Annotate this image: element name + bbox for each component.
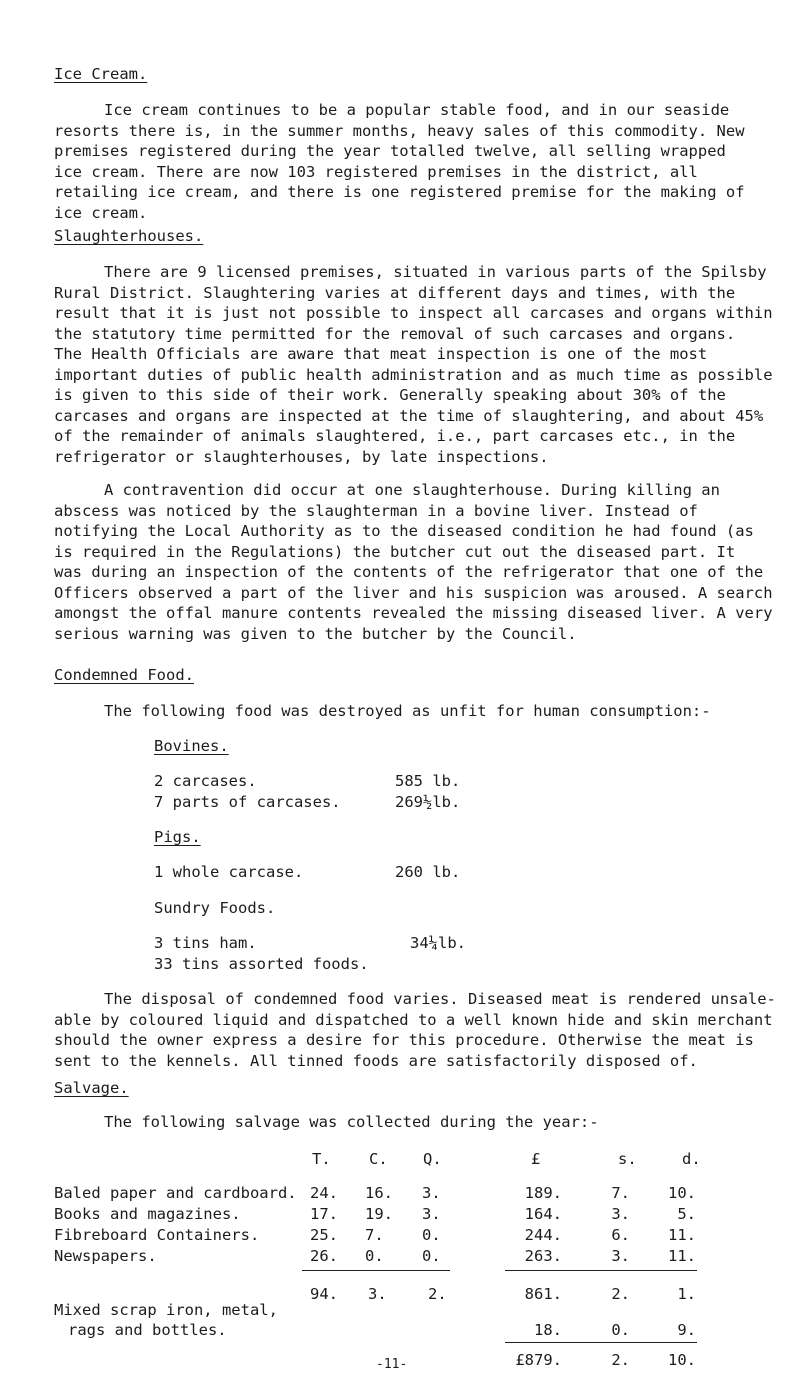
total-pence: 10. bbox=[668, 1351, 696, 1369]
subtotal-rule-money bbox=[505, 1270, 697, 1271]
cell-tons: 17. bbox=[310, 1205, 338, 1223]
text-line: ice cream. bbox=[54, 203, 148, 222]
text-line: was during an inspection of the contents of the refrigerator that one of the bbox=[54, 563, 764, 581]
cell-tons: 25. bbox=[310, 1226, 338, 1244]
text-line: abscess was noticed by the slaughterman in a bovine liver. Instead of bbox=[54, 501, 698, 520]
salvage-heading: Salvage. bbox=[54, 1079, 129, 1097]
table-row bbox=[0, 1183, 801, 1204]
text-line: carcases and organs are inspected at the time of slaughtering, and about 45% bbox=[54, 406, 764, 425]
row-label: Baled paper and cardboard. bbox=[54, 1184, 297, 1202]
row-label: rags and bottles. bbox=[68, 1321, 227, 1339]
row-label: Mixed scrap iron, metal, bbox=[54, 1301, 278, 1319]
subtotal-pence: 1. bbox=[677, 1285, 696, 1303]
pigs-heading: Pigs. bbox=[154, 828, 201, 846]
text-line: the statutory time permitted for the removal of such carcases and organs. bbox=[54, 324, 736, 343]
item-amount: 34¼lb. bbox=[410, 934, 466, 952]
cell-qtr: 3. bbox=[422, 1184, 441, 1202]
table-row bbox=[0, 1204, 801, 1225]
page-number: -11- bbox=[372, 1356, 411, 1374]
cell-shillings: 7. bbox=[611, 1184, 630, 1202]
column-header: Q. bbox=[423, 1150, 442, 1168]
cell-pence: 11. bbox=[668, 1247, 696, 1265]
condemned-food-intro: The following food was destroyed as unfit for human consumption:- bbox=[104, 702, 711, 720]
column-header: s. bbox=[618, 1150, 637, 1168]
text-line: of the remainder of animals slaughtered, i.e., part carcases etc., in the bbox=[54, 427, 736, 445]
subtotal-pounds: 861. bbox=[524, 1285, 562, 1303]
ice-cream-heading: Ice Cream. bbox=[54, 65, 148, 83]
row-label: Newspapers. bbox=[54, 1247, 157, 1265]
text-line: ice cream. There are now 103 registered premises in the district, all bbox=[54, 162, 698, 181]
cell-qtr: 0. bbox=[422, 1247, 441, 1265]
cell-tons: 24. bbox=[310, 1184, 338, 1202]
total-shillings: 2. bbox=[611, 1351, 630, 1369]
sundry-foods-heading: Sundry Foods. bbox=[154, 899, 276, 917]
text-line: Ice cream continues to be a popular stable food, and in our seaside bbox=[104, 101, 730, 119]
cell-cwt: 16. bbox=[365, 1184, 393, 1202]
text-line: important duties of public health administration and as much time as possible bbox=[54, 365, 773, 384]
cell-pounds: 18. bbox=[534, 1321, 562, 1339]
cell-cwt: 19. bbox=[365, 1205, 393, 1223]
total-pounds: £879. bbox=[515, 1351, 562, 1369]
table-header-row bbox=[0, 1149, 801, 1170]
total-rule-top bbox=[505, 1342, 697, 1343]
text-line: able by coloured liquid and dispatched to a well known hide and skin merchant bbox=[54, 1010, 773, 1029]
item-label: 7 parts of carcases. bbox=[154, 793, 341, 811]
item-label: 3 tins ham. bbox=[154, 934, 257, 952]
column-header: C. bbox=[369, 1150, 388, 1168]
row-label: Books and magazines. bbox=[54, 1205, 241, 1223]
cell-pounds: 244. bbox=[524, 1226, 562, 1244]
ice-cream-paragraph bbox=[54, 100, 774, 223]
cell-pounds: 263. bbox=[524, 1247, 562, 1265]
disposal-paragraph bbox=[54, 989, 774, 1071]
subtotal-tons: 94. bbox=[310, 1285, 338, 1303]
text-line: premises registered during the year totalled twelve, all selling wrapped bbox=[54, 142, 726, 160]
table-row bbox=[0, 1225, 801, 1246]
slaughterhouses-paragraph-1 bbox=[54, 262, 774, 467]
item-label: 2 carcases. bbox=[154, 772, 257, 790]
subtotal-cwt: 3. bbox=[368, 1285, 387, 1303]
table-row bbox=[0, 1246, 801, 1267]
column-header: T. bbox=[312, 1150, 331, 1168]
cell-qtr: 0. bbox=[422, 1226, 441, 1244]
text-line: notifying the Local Authority as to the diseased condition he had found (as bbox=[54, 522, 754, 540]
cell-pence: 10. bbox=[668, 1184, 696, 1202]
item-label: 1 whole carcase. bbox=[154, 863, 304, 881]
cell-pence: 5. bbox=[677, 1205, 696, 1223]
column-header: d. bbox=[682, 1150, 701, 1168]
column-header: £ bbox=[531, 1150, 541, 1168]
text-line: result that it is just not possible to inspect all carcases and organs within bbox=[54, 304, 773, 322]
cell-qtr: 3. bbox=[422, 1205, 441, 1223]
text-line: refrigerator or slaughterhouses, by late inspections. bbox=[54, 447, 549, 466]
mixed-label-row bbox=[0, 1300, 801, 1321]
text-line: amongst the offal manure contents revealed the missing diseased liver. A very bbox=[54, 604, 773, 622]
subtotal-rule-weight bbox=[302, 1270, 450, 1271]
text-line: The Health Officials are aware that meat inspection is one of the most bbox=[54, 345, 708, 363]
text-line: There are 9 licensed premises, situated in various parts of the Spilsby bbox=[104, 263, 767, 281]
text-line: should the owner express a desire for this procedure. Otherwise the meat is bbox=[54, 1031, 754, 1049]
cell-shillings: 3. bbox=[611, 1247, 630, 1265]
cell-tons: 26. bbox=[310, 1247, 338, 1265]
cell-pence: 9. bbox=[677, 1321, 696, 1339]
cell-cwt: 0. bbox=[365, 1247, 384, 1265]
text-line: resorts there is, in the summer months, heavy sales of this commodity. New bbox=[54, 121, 745, 140]
mixed-row bbox=[0, 1320, 801, 1341]
item-amount: 269½lb. bbox=[395, 793, 461, 811]
slaughterhouses-paragraph-2 bbox=[54, 480, 774, 644]
cell-pounds: 189. bbox=[524, 1184, 562, 1202]
text-line: is required in the Regulations) the butcher cut out the diseased part. It bbox=[54, 542, 736, 561]
subtotal-qtr: 2. bbox=[428, 1285, 447, 1303]
item-label: 33 tins assorted foods. bbox=[154, 955, 369, 973]
text-line: A contravention did occur at one slaughterhouse. During killing an bbox=[104, 481, 720, 499]
salvage-intro: The following salvage was collected during the year:- bbox=[104, 1113, 599, 1131]
subtotal-shillings: 2. bbox=[611, 1285, 630, 1303]
cell-pounds: 164. bbox=[524, 1205, 562, 1223]
text-line: sent to the kennels. All tinned foods are satisfactorily disposed of. bbox=[54, 1051, 698, 1070]
cell-shillings: 0. bbox=[611, 1321, 630, 1339]
text-line: is given to this side of their work. Generally speaking about 30% of the bbox=[54, 386, 726, 404]
text-line: The disposal of condemned food varies. Diseased meat is rendered unsale- bbox=[104, 990, 776, 1008]
text-line: Rural District. Slaughtering varies at different days and times, with the bbox=[54, 283, 736, 302]
cell-pence: 11. bbox=[668, 1226, 696, 1244]
condemned-food-heading: Condemned Food. bbox=[54, 666, 194, 684]
cell-shillings: 6. bbox=[611, 1226, 630, 1244]
text-line: retailing ice cream, and there is one registered premise for the making of bbox=[54, 183, 745, 201]
cell-cwt: 7. bbox=[365, 1226, 384, 1244]
row-label: Fibreboard Containers. bbox=[54, 1226, 260, 1244]
text-line: Officers observed a part of the liver and his suspicion was aroused. A search bbox=[54, 583, 773, 602]
item-amount: 585 lb. bbox=[395, 772, 461, 790]
item-amount: 260 lb. bbox=[395, 863, 461, 881]
bovines-heading: Bovines. bbox=[154, 737, 229, 755]
slaughterhouses-heading: Slaughterhouses. bbox=[54, 227, 204, 245]
text-line: serious warning was given to the butcher by the Council. bbox=[54, 624, 577, 643]
cell-shillings: 3. bbox=[611, 1205, 630, 1223]
